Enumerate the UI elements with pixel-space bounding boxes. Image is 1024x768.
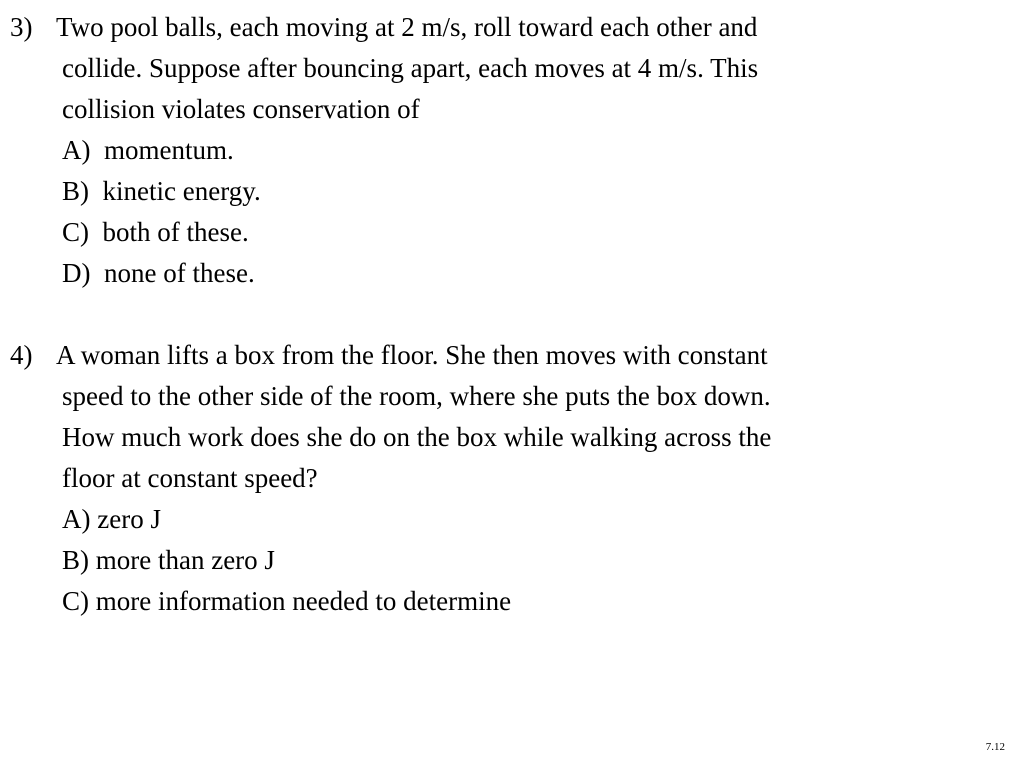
question-text-line: floor at constant speed? — [62, 463, 318, 493]
question-3 — [10, 7, 1010, 294]
question-stem — [10, 7, 1010, 130]
question-stem — [10, 335, 1010, 499]
question-text-line: collide. Suppose after bouncing apart, each moves at 4 m/s. This — [62, 53, 759, 83]
question-text-line: Two pool balls, each moving at 2 m/s, roll toward each other and — [56, 12, 758, 42]
question-number: 3) — [10, 12, 33, 42]
answer-option-d: D) none of these. — [62, 258, 255, 288]
question-text-line: speed to the other side of the room, where she puts the box down. — [62, 381, 771, 411]
question-number: 4) — [10, 340, 33, 370]
question-text-line: collision violates conservation of — [62, 94, 420, 124]
question-text — [56, 7, 758, 130]
question-text-line: How much work does she do on the box while walking across the — [62, 422, 772, 452]
answer-option-a: A) momentum. — [62, 135, 234, 165]
answer-option-c: C) more information needed to determine — [62, 586, 512, 616]
answer-option-b: B) kinetic energy. — [62, 176, 261, 206]
question-4 — [10, 335, 1010, 622]
question-text — [56, 335, 771, 499]
answer-option-a: A) zero J — [62, 504, 161, 534]
answer-option-c: C) both of these. — [62, 217, 249, 247]
question-text-line: A woman lifts a box from the floor. She then moves with constant — [56, 340, 768, 370]
answer-option-b: B) more than zero J — [62, 545, 275, 575]
slide-number: 7.12 — [985, 741, 1005, 753]
